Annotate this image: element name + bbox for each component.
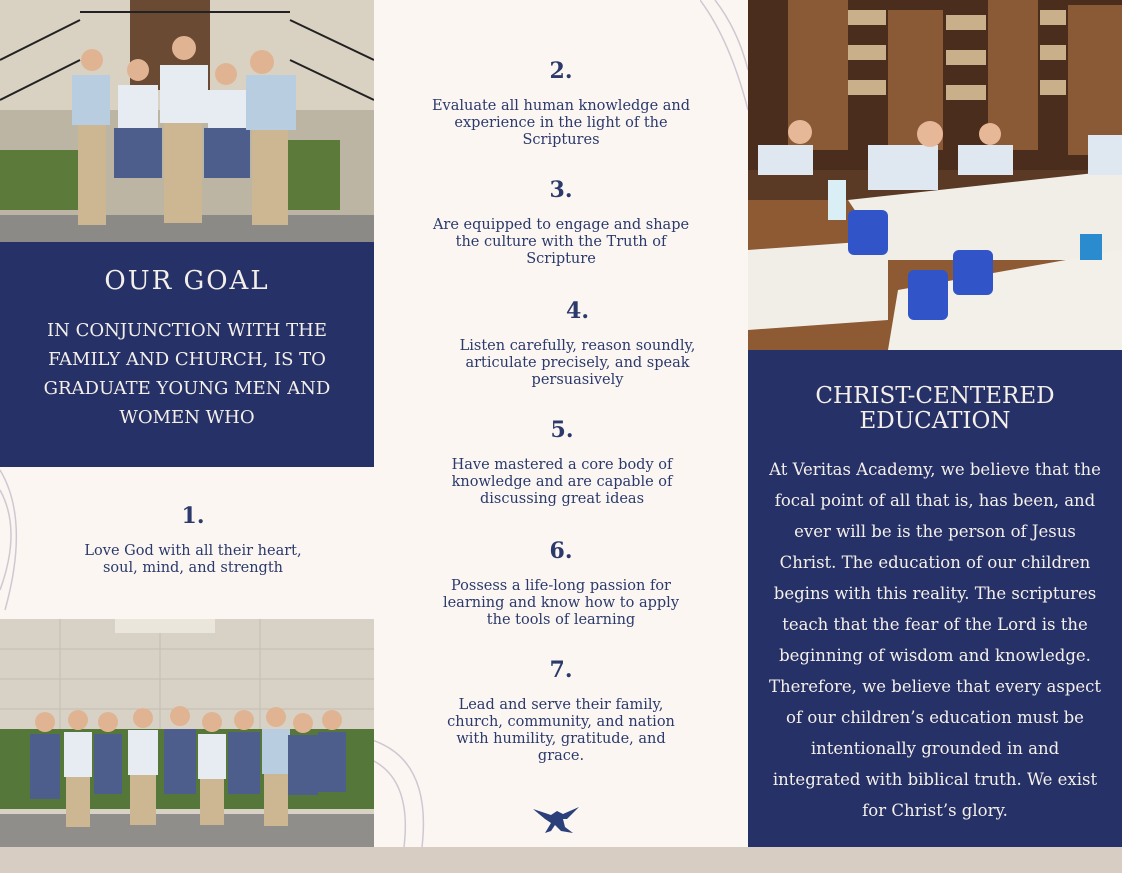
goal-item-5 bbox=[433, 417, 691, 508]
eagle-logo-icon bbox=[533, 805, 579, 835]
our-goal-text: IN CONJUNCTION WITH THE FAMILY AND CHURCH, IS TO GRADUATE YOUNG MEN AND WOMEN WHO bbox=[43, 320, 331, 428]
christ-centered-heading: CHRIST-CENTERED EDUCATION bbox=[815, 383, 1055, 434]
goal-text: Are equipped to engage and shape the culture with the Truth of Scripture bbox=[432, 217, 690, 267]
goal-number: 5. bbox=[550, 417, 574, 443]
goal-text: Possess a life-long passion for learning and know how to apply the tools of learning bbox=[442, 578, 680, 628]
goal-item-2 bbox=[430, 58, 692, 149]
goal-text: Have mastered a core body of knowledge and are capable of discussing great ideas bbox=[451, 457, 673, 507]
students-on-steps-photo bbox=[0, 0, 374, 242]
goal-number: 2. bbox=[549, 58, 573, 84]
goal-text: Listen carefully, reason soundly, articulate precisely, and speak persuasively bbox=[459, 338, 696, 388]
goal-text: Lead and serve their family, church, community, and nation with humility, gratitude, and grace. bbox=[447, 697, 675, 764]
younger-students-photo bbox=[0, 619, 374, 847]
goal-number: 7. bbox=[549, 657, 573, 683]
bottom-band bbox=[0, 847, 1122, 873]
goal-number: 3. bbox=[549, 177, 573, 203]
decorative-curves-left bbox=[0, 460, 40, 620]
christ-centered-body: At Veritas Academy, we believe that the focal point of all that is, has been, and ever will be is the person of Jesus Christ. The education of our children begins with this reality. The scriptures teach that the fear of the Lord is the beginning of wisdom and knowledge. Therefore, we believe that every aspect of our children’s education must be intentionally grounded in and integrated with biblical truth. We exist for Christ’s glory. bbox=[768, 460, 1102, 820]
goal-item-1 bbox=[78, 503, 308, 577]
decorative-curves-top bbox=[700, 0, 750, 110]
goal-item-7 bbox=[433, 657, 689, 765]
our-goal-heading: OUR GOAL bbox=[104, 266, 270, 296]
goal-item-6 bbox=[430, 538, 692, 629]
library-classroom-photo bbox=[748, 0, 1122, 350]
goal-item-4 bbox=[440, 298, 715, 389]
goal-item-3 bbox=[430, 177, 692, 268]
goal-text: Evaluate all human knowledge and experience in the light of the Scriptures bbox=[431, 98, 691, 148]
goal-number: 1. bbox=[181, 503, 205, 529]
goal-text: Love God with all their heart, soul, mind, and strength bbox=[84, 543, 302, 576]
goal-number: 4. bbox=[566, 298, 589, 324]
goal-number: 6. bbox=[549, 538, 573, 564]
decorative-curves-bottom bbox=[372, 720, 442, 847]
